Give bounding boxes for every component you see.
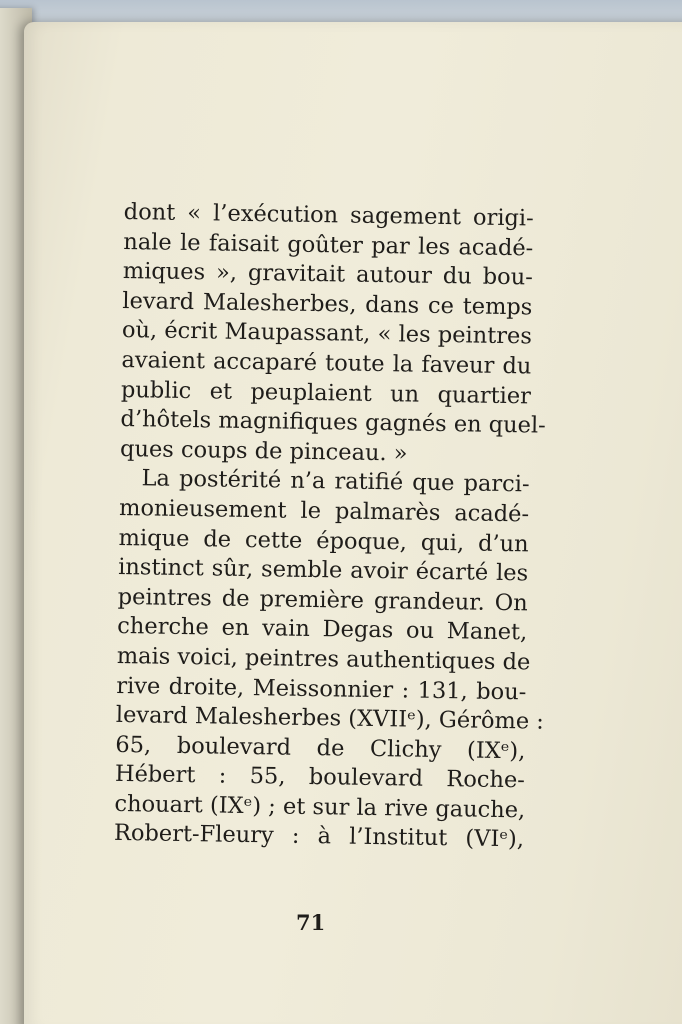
text-line: chouart (IXᵉ) ; et sur la rive gauche,: [114, 790, 526, 824]
text-line: mais voici, peintres authentiques de: [116, 642, 531, 676]
text-line: levard Malesherbes (XVIIᵉ), Gérôme :: [115, 702, 545, 735]
text-line: public et peuplaient un quartier: [120, 376, 532, 409]
text-line: peintres de première grandeur. On: [117, 583, 528, 617]
text-line: La postérité n’a ratifié que parci-: [141, 465, 530, 498]
text-line: rive droite, Meissonnier : 131, bou-: [116, 672, 527, 705]
text-line: ques coups de pinceau. »: [119, 435, 408, 467]
text-line: Robert-Fleury : à l’Institut (VIᵉ),: [113, 820, 525, 853]
text-line: cherche en vain Degas ou Manet,: [117, 613, 528, 646]
text-line: instinct sûr, semble avoir écarté les: [117, 554, 529, 587]
text-line: avaient accaparé toute la faveur du: [121, 346, 532, 380]
text-line: Hébert : 55, boulevard Roche-: [114, 761, 526, 794]
text-line: monieusement le palmarès acadé-: [118, 494, 530, 528]
text-line: d’hôtels magnifiques gagnés en quel-: [120, 406, 546, 439]
text-line: miques », gravitait autour du bou-: [122, 258, 534, 291]
text-line: dont « l’exécution sagement origi-: [123, 198, 534, 232]
book-page: [24, 22, 682, 1024]
body-text: [113, 198, 546, 855]
text-line: 65, boulevard de Clichy (IXᵉ),: [115, 731, 526, 765]
text-line: où, écrit Maupassant, « les peintres: [121, 317, 533, 350]
page-number: 71: [296, 910, 326, 935]
text-line: mique de cette époque, qui, d’un: [118, 524, 529, 557]
text-line: levard Malesherbes, dans ce temps: [122, 287, 533, 321]
text-line: nale le faisait goûter par les acadé-: [123, 228, 534, 262]
